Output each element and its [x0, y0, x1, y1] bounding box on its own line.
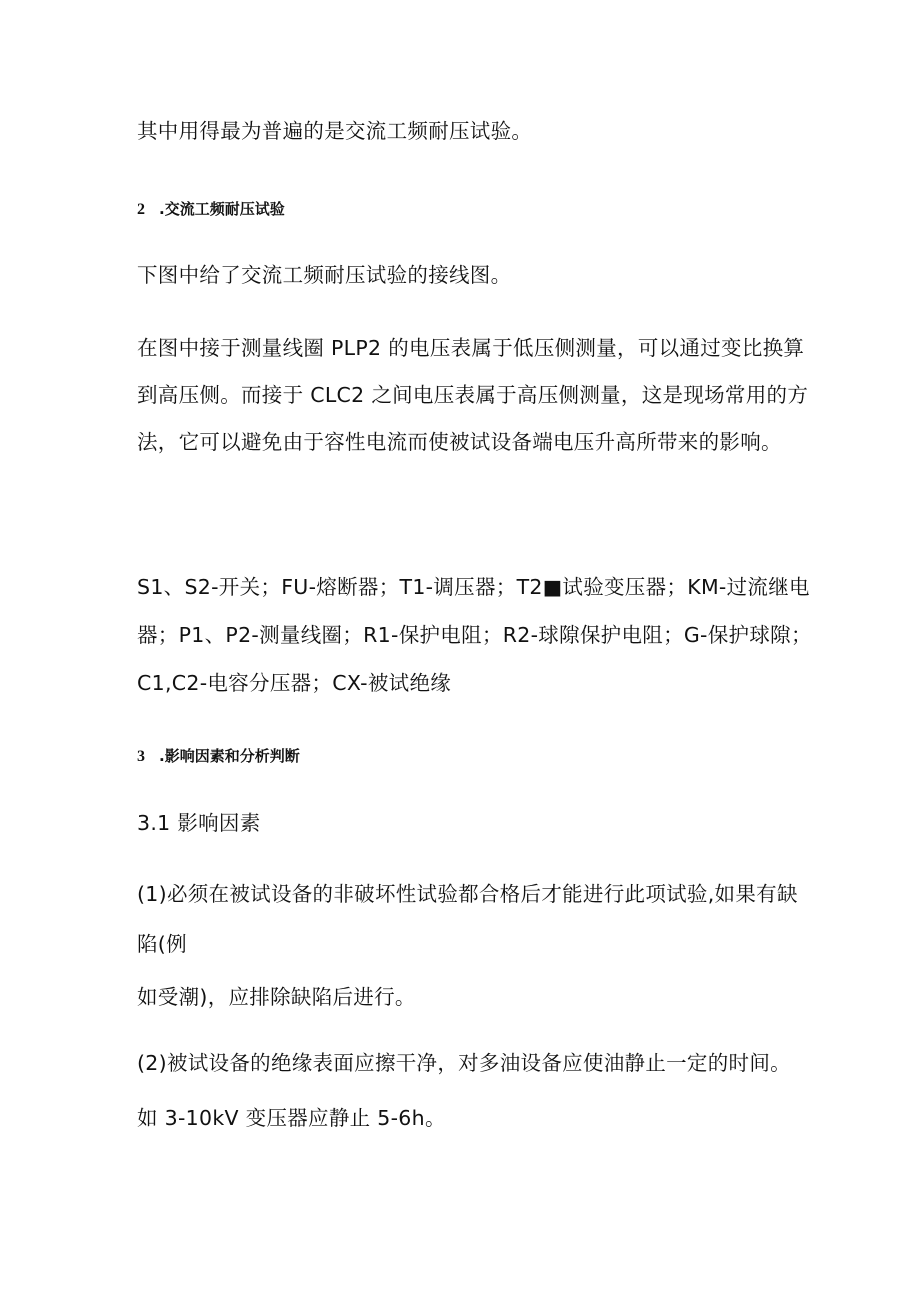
section-number: 2: [137, 201, 145, 218]
paragraph-measurement-line3: 法，它可以避免由于容性电流而使被试设备端电压升高所带来的影响。: [137, 430, 782, 454]
section-heading-3: [137, 749, 300, 765]
item1-line2: 陷(例: [137, 932, 187, 956]
legend-line2: 器；P1、P2-测量线圈；R1-保护电阻；R2-球隙保护电阻；G-保护球隙；: [137, 623, 812, 647]
section-title: .影响因素和分析判断: [159, 747, 300, 765]
paragraph-measurement-line1: 在图中接于测量线圈 PLP2 的电压表属于低压侧测量，可以通过变比换算: [137, 336, 805, 360]
legend-line1: S1、S2-开关；FU-熔断器；T1-调压器；T2■试验变压器；KM-过流继电: [137, 575, 810, 599]
paragraph-wiring-diagram: 下图中给了交流工频耐压试验的接线图。: [137, 263, 512, 287]
section-heading-2: [137, 202, 285, 218]
item1-line3: 如受潮)，应排除缺陷后进行。: [137, 985, 416, 1009]
paragraph-intro: 其中用得最为普遍的是交流工频耐压试验。: [137, 119, 533, 143]
subsection-heading-3-1: 3.1 影响因素: [137, 811, 261, 835]
section-number: 3: [137, 748, 145, 765]
item1-line1: (1)必须在被试设备的非破坏性试验都合格后才能进行此项试验,如果有缺: [137, 882, 798, 906]
item2-line2: 如 3-10kV 变压器应静止 5-6h。: [137, 1106, 446, 1130]
item2-line1: (2)被试设备的绝缘表面应擦干净，对多油设备应使油静止一定的时间。: [137, 1051, 791, 1075]
paragraph-measurement-line2: 到高压侧。而接于 CLC2 之间电压表属于高压侧测量，这是现场常用的方: [137, 383, 809, 407]
section-title: .交流工频耐压试验: [159, 200, 285, 218]
legend-line3: C1,C2-电容分压器；CX-被试绝缘: [137, 671, 452, 695]
